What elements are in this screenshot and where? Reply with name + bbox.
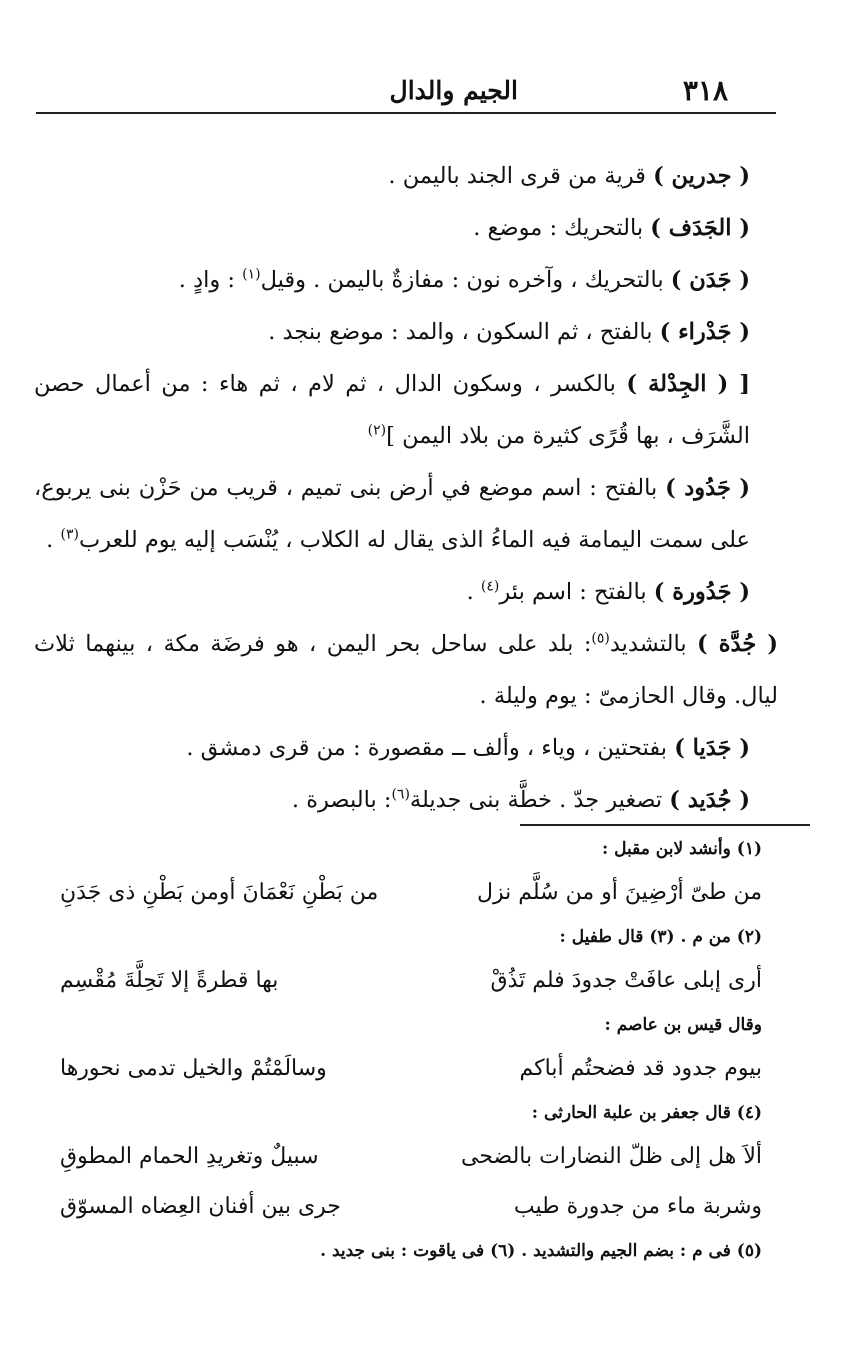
verse-second-hemistich: وسالَمْتُمْ والخيل تدمى نحورها <box>60 1056 327 1081</box>
entry-text: تصغير جدّ . خطَّة بنى جديلة <box>409 787 670 813</box>
entry-head: ( جَدُورة ) <box>653 579 750 605</box>
verse-second-hemistich: جرى بين أفنان العِضاه المسوّق <box>60 1194 341 1219</box>
entry-judayd <box>34 774 778 826</box>
entry-tail: : بالبصرة . <box>291 787 392 813</box>
entry-text: بالتحريك : موضع . <box>473 215 651 241</box>
verse-jafar-1 <box>60 1136 762 1178</box>
footnote-ref: (٢) <box>367 422 387 439</box>
entry-text: بالتشديد <box>609 631 698 657</box>
footnote-rule <box>520 824 810 826</box>
entry-jadra <box>34 306 778 358</box>
entry-head: ( جُدَّة ) <box>697 631 779 657</box>
footnote-3-intro-qays: وقال قيس بن عاصم : <box>604 1015 762 1035</box>
verse-first-hemistich: من طىّ أرْضِينَ أو من سُلَّم نزل <box>476 880 762 905</box>
entry-tail: . <box>466 579 481 605</box>
entry-tail: : وادٍ . <box>178 267 243 293</box>
entry-text: بالفتح ، ثم السكون ، والمد : موضع بنجد . <box>268 319 660 345</box>
entry-text: قرية من قرى الجند باليمن . <box>388 163 654 189</box>
entry-head: [ ( الجِدْلة ) <box>626 371 750 397</box>
entry-text: بفتحتين ، وياء ، وألف ــ مقصورة : من قرى دمشق . <box>186 735 675 761</box>
running-title: الجيم والدال <box>389 76 518 105</box>
footnote-2-3-intro: (٢) من م . (٣) قال طفيل : <box>559 927 762 947</box>
entry-al-jidla <box>34 358 778 462</box>
entry-jadan <box>34 254 778 306</box>
entry-jadud <box>34 462 778 566</box>
main-text <box>34 150 778 826</box>
entry-head: ( جَدَيا ) <box>674 735 750 761</box>
page-number: ٣١٨ <box>682 74 728 107</box>
footnote-5-6: (٥) فى م : بضم الجيم والتشديد . (٦) فى ياقوت : بنى جديد . <box>320 1241 762 1261</box>
footnote-ref: (٤) <box>480 578 500 595</box>
entry-text: بالفتح : اسم موضع في أرض بنى تميم ، قريب من حَزْن بنى يربوع، على سمت اليمامة فيه الماءُ الذى يقال له الكلاب ، يُنْسَب إليه يوم للعرب <box>34 475 750 553</box>
entry-jadaya <box>34 722 778 774</box>
footnote-ref: (٣) <box>60 526 79 543</box>
entry-head: ( الجَدَف ) <box>650 215 750 241</box>
entry-text: بالكسر ، وسكون الدال ، ثم لام ، ثم هاء : من أعمال حصن الشَّرَف ، بها قُرًى كثيرة من بلاد اليمن ] <box>34 371 750 449</box>
footnote-ref: (١) <box>242 266 261 283</box>
footnote-1-intro: (١) وأنشد لابن مقبل : <box>601 839 762 859</box>
verse-tufayl <box>60 960 762 1002</box>
entry-judda <box>34 618 778 722</box>
entry-head: ( جُدَيد ) <box>669 787 750 813</box>
header-rule <box>36 112 776 114</box>
entry-head: ( جَدَن ) <box>670 267 750 293</box>
verse-second-hemistich: من بَطْنِ نَعْمَانَ أومن بَطْنِ ذى جَدَنِ <box>60 880 379 905</box>
verse-first-hemistich: أرى إبلى عافَتْ جدودَ فلم تَذُقْ <box>490 968 762 993</box>
entry-al-jadaf <box>34 202 778 254</box>
entry-jadura <box>34 566 778 618</box>
verse-first-hemistich: وشربة ماء من جدورة طيب <box>513 1194 762 1219</box>
entry-head: ( جَدُود ) <box>665 475 751 501</box>
verse-ibn-muqbil <box>60 872 762 914</box>
entry-jadrin <box>34 150 778 202</box>
page-header <box>36 64 776 114</box>
entry-tail: . <box>46 527 61 553</box>
entry-text: بالفتح : اسم بئر <box>499 579 654 605</box>
footnotes <box>60 834 762 1266</box>
entry-tail: : بلد على ساحل بحر اليمن ، هو فرضَة مكة ، بينهما ثلاث ليال. وقال الحازمىّ : يوم وليلة . <box>34 631 778 709</box>
entry-head: ( جدرين ) <box>653 163 750 189</box>
footnote-4-intro: (٤) قال جعفر بن علبة الحارثى : <box>531 1103 762 1123</box>
verse-second-hemistich: بها قطرةً إلا تَحِلَّةَ مُقْسِم <box>60 968 279 993</box>
entry-head: ( جَدْراء ) <box>659 319 750 345</box>
verse-first-hemistich: بيوم جدود قد فضحتُم أباكم <box>519 1056 762 1081</box>
verse-qays <box>60 1048 762 1090</box>
footnote-ref: (٥) <box>591 630 610 647</box>
verse-second-hemistich: سبيلٌ وتغريدِ الحمام المطوقِ <box>60 1144 319 1169</box>
verse-first-hemistich: ألاَ هل إلى ظلّ النضارات بالضحى <box>460 1144 762 1169</box>
footnote-ref: (٦) <box>391 786 410 803</box>
verse-jafar-2 <box>60 1186 762 1228</box>
entry-text: بالتحريك ، وآخره نون : مفازةٌ باليمن . وقيل <box>260 267 671 293</box>
